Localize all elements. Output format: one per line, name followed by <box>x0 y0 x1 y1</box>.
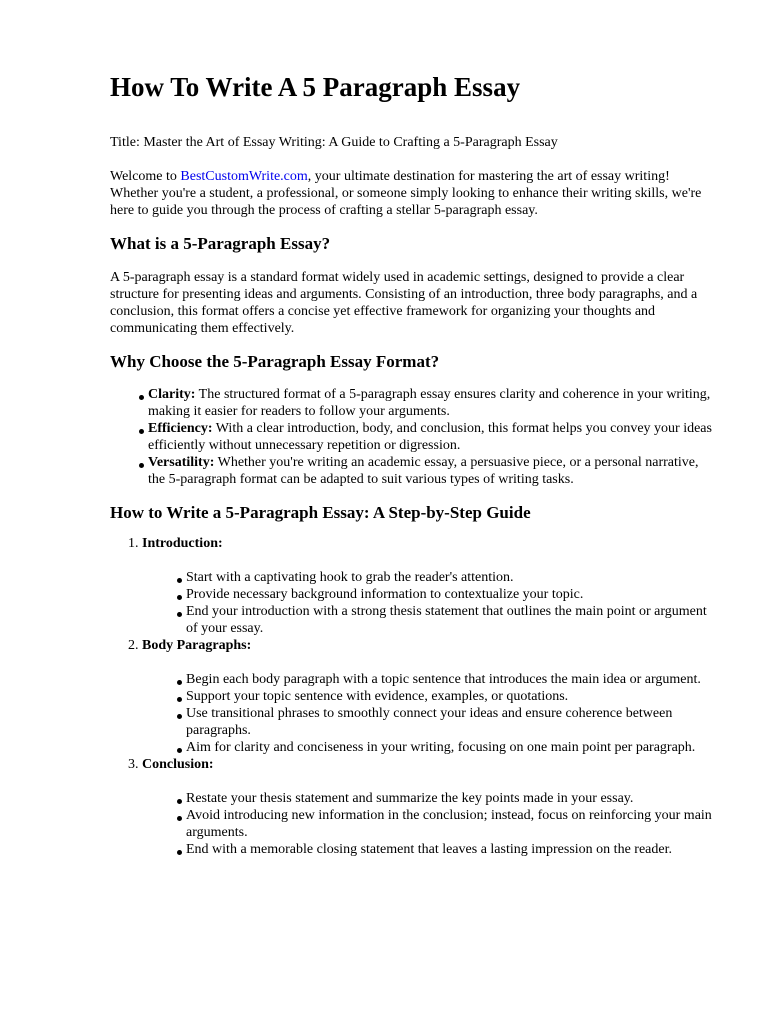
step-item <box>110 535 718 637</box>
list-item <box>142 739 718 756</box>
point-text: Restate your thesis statement and summarize the key points made in your essay. <box>186 791 634 806</box>
point-text: Use transitional phrases to smoothly connect your ideas and ensure coherence between paragraphs. <box>186 706 673 738</box>
point-text: End with a memorable closing statement that leaves a lasting impression on the reader. <box>186 842 672 857</box>
list-item <box>142 705 718 739</box>
list-item <box>142 688 718 705</box>
step-points <box>142 671 718 756</box>
point-text: Aim for clarity and conciseness in your writing, focusing on one main point per paragraph. <box>186 740 696 755</box>
list-item <box>142 603 718 637</box>
list-item-text: The structured format of a 5-paragraph essay ensures clarity and coherence in your writing, making it easier for readers to follow your arguments. <box>148 387 711 419</box>
step-number: 2. <box>128 638 139 653</box>
list-item <box>142 671 718 688</box>
steps-list <box>110 535 718 858</box>
why-choose-list <box>110 386 718 488</box>
point-text: Support your topic sentence with evidence, examples, or quotations. <box>186 689 569 704</box>
section-heading-how-to: How to Write a 5-Paragraph Essay: A Step-by-Step Guide <box>110 503 531 522</box>
step-points <box>142 790 718 858</box>
list-item <box>142 807 718 841</box>
intro-text-end: , your ultimate destination for mastering the art of essay writing! Whether you're a student, a professional, or someone simply looking to enhance their writing skills, we're here to guide you through the process of crafting a stellar 5-paragraph essay. <box>110 169 702 218</box>
list-item <box>142 790 718 807</box>
step-points <box>142 569 718 637</box>
document-content <box>110 70 718 858</box>
list-item-term: Versatility: <box>148 455 215 470</box>
point-text: End your introduction with a strong thesis statement that outlines the main point or argument of your essay. <box>186 604 707 636</box>
bullet-icon <box>177 595 182 600</box>
list-item-text: Whether you're writing an academic essay, a persuasive piece, or a personal narrative, the 5-paragraph format can be adapted to suit various types of writing tasks. <box>148 455 699 487</box>
list-item <box>110 454 718 488</box>
list-item-text: With a clear introduction, body, and conclusion, this format helps you convey your ideas efficiently without unnecessary repetition or digression. <box>148 421 712 453</box>
step-item <box>110 637 718 756</box>
bullet-icon <box>177 714 182 719</box>
list-item-term: Clarity: <box>148 387 196 402</box>
intro-paragraph <box>110 168 718 219</box>
bullet-icon <box>139 429 144 434</box>
site-link[interactable]: BestCustomWrite.com <box>180 169 308 184</box>
bullet-icon <box>177 799 182 804</box>
bullet-icon <box>177 697 182 702</box>
list-item-term: Efficiency: <box>148 421 213 436</box>
list-item <box>142 586 718 603</box>
step-label: Introduction: <box>142 536 223 551</box>
page-title: How To Write A 5 Paragraph Essay <box>110 72 521 102</box>
list-item <box>110 420 718 454</box>
list-item <box>110 386 718 420</box>
section-heading-what-is: What is a 5-Paragraph Essay? <box>110 234 331 253</box>
step-item <box>110 756 718 858</box>
document-subtitle: Title: Master the Art of Essay Writing: A Guide to Crafting a 5-Paragraph Essay <box>110 135 558 150</box>
bullet-icon <box>177 748 182 753</box>
step-label: Conclusion: <box>142 757 214 772</box>
list-item <box>142 841 718 858</box>
section-what-is-body: A 5-paragraph essay is a standard format widely used in academic settings, designed to provide a clear structure for presenting ideas and arguments. Consisting of an introduction, three body paragraphs, and a conclusion, this format offers a concise yet effective framework for organizing your thoughts and communicating them effectively. <box>110 270 698 336</box>
bullet-icon <box>139 463 144 468</box>
bullet-icon <box>177 680 182 685</box>
bullet-icon <box>177 850 182 855</box>
intro-text-start: Welcome to <box>110 169 181 184</box>
point-text: Avoid introducing new information in the conclusion; instead, focus on reinforcing your main arguments. <box>186 808 712 840</box>
bullet-icon <box>177 578 182 583</box>
point-text: Provide necessary background information to contextualize your topic. <box>186 587 584 602</box>
bullet-icon <box>177 612 182 617</box>
list-item <box>142 569 718 586</box>
bullet-icon <box>177 816 182 821</box>
step-number: 1. <box>128 536 139 551</box>
point-text: Begin each body paragraph with a topic sentence that introduces the main idea or argument. <box>186 672 701 687</box>
bullet-icon <box>139 395 144 400</box>
step-label: Body Paragraphs: <box>142 638 252 653</box>
step-number: 3. <box>128 757 139 772</box>
section-heading-why-choose: Why Choose the 5-Paragraph Essay Format? <box>110 352 440 371</box>
point-text: Start with a captivating hook to grab the reader's attention. <box>186 570 514 585</box>
